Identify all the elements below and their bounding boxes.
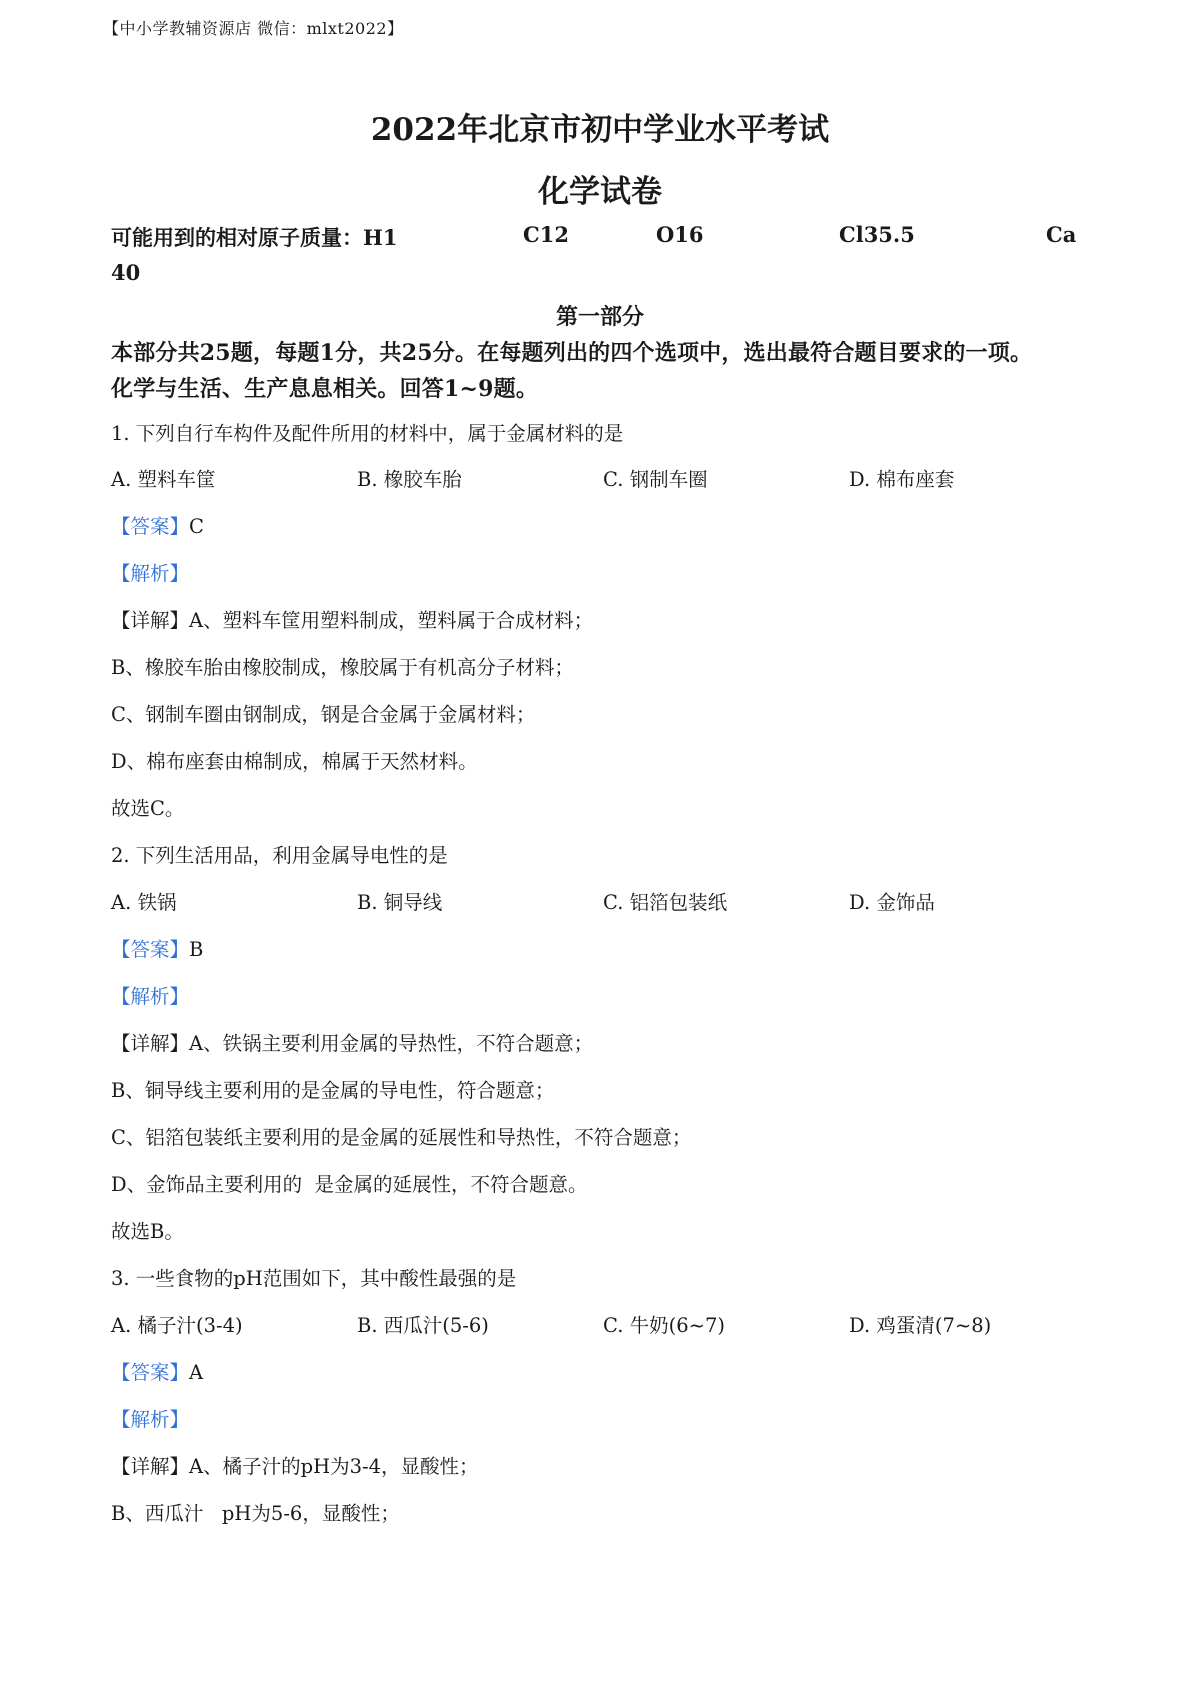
atomic-mass-ca: Ca — [1046, 222, 1077, 247]
answer-label: 【答案】 — [111, 1361, 190, 1384]
question-3-detail-b: B、西瓜汁 pH为5-6，显酸性； — [111, 1502, 400, 1525]
question-1-conclusion: 故选C。 — [111, 797, 185, 820]
option-b: B. 橡胶车胎 — [357, 468, 462, 491]
paper-subtitle: 化学试卷 — [538, 174, 662, 210]
atomic-mass-cl: Cl35.5 — [839, 222, 915, 247]
question-2-answer — [111, 934, 203, 962]
question-2-detail-b: B、铜导线主要利用的是金属的导电性，符合题意； — [111, 1079, 555, 1102]
question-3-stem: 3. 一些食物的pH范围如下，其中酸性最强的是 — [111, 1267, 517, 1290]
question-2-detail-c: C、铝箔包装纸主要利用的是金属的延展性和导热性，不符合题意； — [111, 1126, 692, 1149]
question-2-conclusion: 故选B。 — [111, 1220, 184, 1243]
question-2-detail-d: D、金饰品主要利用的 是金属的延展性，不符合题意。 — [111, 1173, 588, 1196]
question-1-detail-d: D、棉布座套由棉制成，棉属于天然材料。 — [111, 750, 478, 773]
detail-label: 【详解】 — [111, 609, 190, 632]
question-2-stem: 2. 下列生活用品，利用金属导电性的是 — [111, 844, 448, 867]
option-c: C. 钢制车圈 — [603, 468, 708, 491]
option-b: B. 铜导线 — [357, 891, 443, 914]
question-1-detail-b: B、橡胶车胎由橡胶制成，橡胶属于有机高分子材料； — [111, 656, 574, 679]
watermark-header: 【中小学教辅资源店 微信：mlxt2022】 — [103, 19, 404, 38]
question-1-options — [111, 464, 1011, 492]
question-1-detail-line — [111, 605, 593, 633]
question-2-options — [111, 887, 1011, 915]
option-a: A. 塑料车筐 — [111, 468, 216, 491]
detail-text: A、橘子汁的pH为3-4，显酸性； — [189, 1455, 479, 1478]
answer-value: C — [189, 515, 204, 538]
atomic-mass-c: C12 — [523, 222, 569, 247]
section-intro: 化学与生活、生产息息相关。回答1~9题。 — [111, 376, 539, 402]
atomic-mass-label: 可能用到的相对原子质量：H1 — [111, 225, 398, 250]
option-d: D. 鸡蛋清(7~8) — [849, 1314, 992, 1337]
answer-label: 【答案】 — [111, 515, 190, 538]
section-title: 第一部分 — [555, 304, 644, 330]
detail-text: A、铁锅主要利用金属的导热性，不符合题意； — [189, 1032, 594, 1055]
answer-value: B — [189, 938, 204, 961]
answer-label: 【答案】 — [111, 938, 190, 961]
question-3-detail-line — [111, 1451, 479, 1479]
option-c: C. 铝箔包装纸 — [603, 891, 728, 914]
question-2-detail-line — [111, 1028, 593, 1056]
detail-label: 【详解】 — [111, 1455, 190, 1478]
atomic-mass-ca-value: 40 — [111, 260, 141, 285]
option-a: A. 橘子汁(3-4) — [111, 1314, 243, 1337]
answer-value: A — [189, 1361, 204, 1384]
question-1-stem: 1. 下列自行车构件及配件所用的材料中，属于金属材料的是 — [111, 422, 624, 445]
question-1-answer — [111, 511, 204, 539]
option-c: C. 牛奶(6~7) — [603, 1314, 725, 1337]
question-3-answer — [111, 1357, 203, 1385]
detail-text: A、塑料车筐用塑料制成，塑料属于合成材料； — [189, 609, 594, 632]
option-d: D. 金饰品 — [849, 891, 935, 914]
question-3-analysis-label: 【解析】 — [111, 1408, 190, 1431]
question-3-options — [111, 1310, 1011, 1338]
atomic-mass-row — [111, 222, 1076, 252]
question-1-analysis-label: 【解析】 — [111, 562, 190, 585]
question-2-analysis-label: 【解析】 — [111, 985, 190, 1008]
section-instructions: 本部分共25题，每题1分，共25分。在每题列出的四个选项中，选出最符合题目要求的一项。 — [111, 340, 1033, 366]
atomic-mass-o: O16 — [656, 222, 704, 247]
option-a: A. 铁锅 — [111, 891, 177, 914]
question-1-detail-c: C、钢制车圈由钢制成，钢是合金属于金属材料； — [111, 703, 536, 726]
option-b: B. 西瓜汁(5-6) — [357, 1314, 489, 1337]
detail-label: 【详解】 — [111, 1032, 190, 1055]
option-d: D. 棉布座套 — [849, 468, 955, 491]
exam-title: 2022年北京市初中学业水平考试 — [370, 112, 830, 148]
